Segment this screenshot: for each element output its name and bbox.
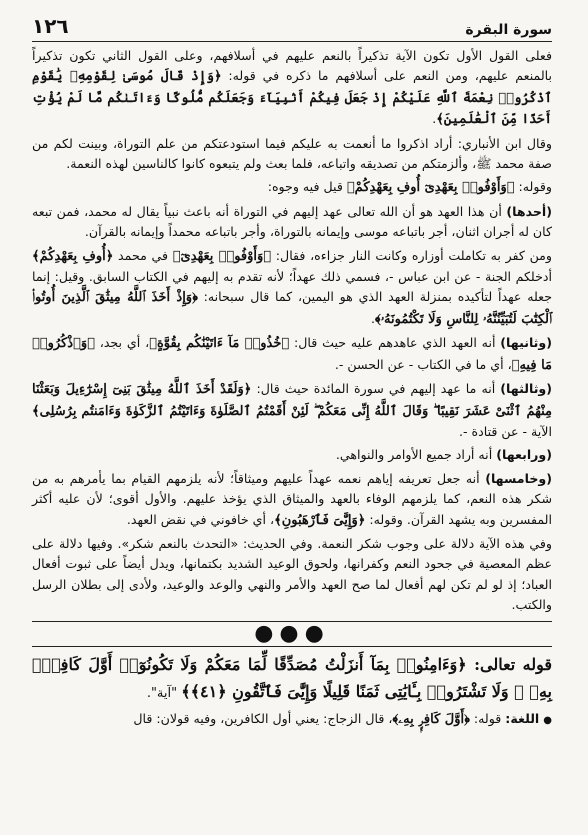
lexicon-quote: ﴿أَوَّلَ كَافِرٍۭ بِهِۦ﴾ [392,711,470,727]
lexicon-text-2: ، قال الزجاج: يعني أول الكافرين، وفيه قولان: قال [133,710,393,726]
paragraph-text: أنه جعل تعريفه إياهم نعمه عهداً عليهم وميثاقاً؛ لأنه يلزمهم القيام بما يأمرهم به من شكر هذه النعم، كما يلزمهم الوفاء بالعهد والميثاق الذي يؤخذ عليهم. والأول أقوى؛ لأن عليه أكثر المفسرين وبه يشهد القرآن. وقوله: [32,470,552,527]
section-label: (وثالثها) [500,381,553,397]
quran-quote: ﴿خُذُوا۟ مَآ ءَاتَيْنَٰكُم بِقُوَّةٍ﴾ [149,336,290,352]
paragraph-text: في محمد [113,247,173,263]
paragraph [32,379,552,442]
paragraph-text: ، أي بجد، [94,335,150,351]
verse-block [32,651,552,707]
paragraph [32,134,552,175]
bullet-icon: ● [543,714,552,726]
verse-suffix: "آية". [146,685,182,701]
section-divider: ●●● [32,621,552,647]
lexicon-line [32,709,552,731]
paragraph-text: وفي هذه الآية دلالة على وجوب شكر النعمة. وفي الحديث: «التحدث بالنعم شكر». وفيها دلالة على عظم المعصية في جحود النعم وكفرانها، ولحوق الوعيد الشديد بكتمانها، ويدل أيضاً على ثبوت أفعال العباد؛ إذ لو لم تكن لهم أفعال لما صح العهد والأمر والنهي والوعد والوعيد، ولأدى إلى بطلان الرسل والكتب. [32,535,552,613]
paragraph-text: ، أي خافوني في نقض العهد. [126,511,275,527]
surah-title: سورة البقرة [465,22,552,38]
paragraph-text: فعلى القول الأول تكون الآية تذكيراً بالنعم عليهم في أسلافهم، وعلى القول الثاني تكون تذكيراً بالمنعم عليهم، ومن النعم على أسلافهم ما ذكره في قوله: [32,48,552,84]
page-header [32,12,552,42]
paragraph-text: قيل فيه وجوه: [267,179,347,195]
quran-quote: ﴿أُوفِ بِعَهْدِكُمْ﴾ [32,248,114,264]
paragraph-text: . [371,310,376,326]
quran-quote: ﴿وَٱذْكُرُوا۟ مَا فِيهِ﴾ [32,336,552,373]
paragraph-text: أنه العهد الذي عاهدهم عليه حيث قال: [289,335,501,351]
commentary-body [32,46,552,616]
paragraph-text: أدخلكم الجنة - عن ابن عباس -، فسمي ذلك عهداً؛ لأنه تقدم به إليهم في الكتاب السابق. وقيل: إنما جعله عهداً لتأكيده بمنزلة العهد الذي هو اليمين، كما قال سبحانه: [32,269,552,305]
section-label: (وخامسها) [485,470,552,486]
page-number: ١٢٦ [32,14,69,38]
paragraph [32,469,552,531]
verse-label: قوله تعالى: [466,654,553,674]
quran-quote: ﴿وَإِذْ أَخَذَ ٱللَّهُ مِيثَٰقَ ٱلَّذِينَ أُوتُوا۟ ٱلْكِتَٰبَ لَتُبَيِّنُنَّهُۥ لِلنَّاسِ وَلَا تَكْتُمُونَهُۥ﴾ [32,290,552,327]
quran-quote: ﴿وَإِذْ قَالَ مُوسَىٰ لِقَوْمِهِۦ يَٰقَوْمِ ٱذْكُرُوا۟ نِعْمَةَ ٱللَّهِ عَلَيْكُمْ إِذْ جَعَلَ فِيكُمْ أَنۢبِيَآءَ وَجَعَلَكُم مُّلُوكًا وَءَاتَىٰكُم مَّا لَمْ يُؤْتِ أَحَدًا مِّنَ ٱلْعَٰلَمِينَ﴾ [32,69,552,128]
paragraph [32,202,552,243]
verse-text: ﴿وَءَامِنُوا۟ بِمَآ أَنزَلْتُ مُصَدِّقًا لِّمَا مَعَكُمْ وَلَا تَكُونُوٓا۟ أَوَّلَ كَافِرٍۭ بِهِۦ ۖ وَلَا تَشْتَرُوا۟ بِـَٔايَٰتِى ثَمَنًا قَلِيلًا وَإِيَّٰىَ فَٱتَّقُونِ ﴿٤١﴾﴾ [32,654,552,701]
quran-quote: ﴿وَأَوْفُوا۟ بِعَهْدِىٓ﴾ [172,248,272,264]
quran-quote: ﴿وَإِيَّٰىَ فَٱرْهَبُونِ﴾ [274,512,366,528]
quran-quote: ﴿وَلَقَدْ أَخَذَ ٱللَّهُ مِيثَٰقَ بَنِىٓ إِسْرَٰٓءِيلَ وَبَعَثْنَا مِنْهُمُ ٱثْنَىْ عَشَرَ نَقِيبًا ۖ وَقَالَ ٱللَّهُ إِنِّى مَعَكُمْ ۖ لَئِنْ أَقَمْتُمُ ٱلصَّلَوٰةَ وَءَاتَيْتُمُ ٱلزَّكَوٰةَ وَءَامَنتُم بِرُسُلِى﴾ [32,382,552,419]
paragraph-text: أنه أراد جميع الأوامر والنواهي. [335,447,497,463]
section-label: (ورابعها) [496,447,552,463]
lexicon-label: اللغة: [505,710,540,726]
paragraph-text: ومن كفر به تكاملت أوزاره وكانت النار جزاءه، فقال: [271,247,552,263]
paragraph-text: . [432,111,437,127]
section-label: (وثانيها) [500,335,552,351]
paragraph-text: ، أي ما في الكتاب - عن الحسن -. [334,356,512,372]
section-label: (أحدها) [506,203,552,219]
paragraph [32,534,552,616]
paragraph [32,246,552,331]
lexicon-text-1: قوله: [469,710,506,726]
paragraph [32,333,552,376]
paragraph [32,46,552,131]
paragraph-text: أنه ما عهد إليهم في سورة المائدة حيث قال: [251,381,501,397]
paragraph [32,177,552,198]
paragraph-text: وقال ابن الأنباري: أراد اذكروا ما أنعمت به عليكم فيما استودعتكم من علم التوراة، وبينت لكم من صفة محمد ﷺ، وألزمتكم من تصديقه واتباعه، فلما بعث ولم يتبعوه كانوا كالناسين لهذه النعمة. [32,135,552,172]
paragraph-text: الآية - عن قتادة -. [458,423,552,439]
quran-quote: ﴿وَأَوْفُوا۟ بِعَهْدِىٓ أُوفِ بِعَهْدِكُمْ﴾ [346,180,515,196]
paragraph [32,445,552,465]
paragraph-text: وقوله: [514,179,552,195]
paragraph-text: أن هذا العهد هو أن الله تعالى عهد إليهم في التوراة أنه باعث نبياً يقال له محمد، فمن تبعه كان له أجران اثنان، أجر باتباعه موسى وإيمانه بالتوراة، وأجر باتباعه محمداً وإيمانه بالقرآن. [32,203,552,240]
